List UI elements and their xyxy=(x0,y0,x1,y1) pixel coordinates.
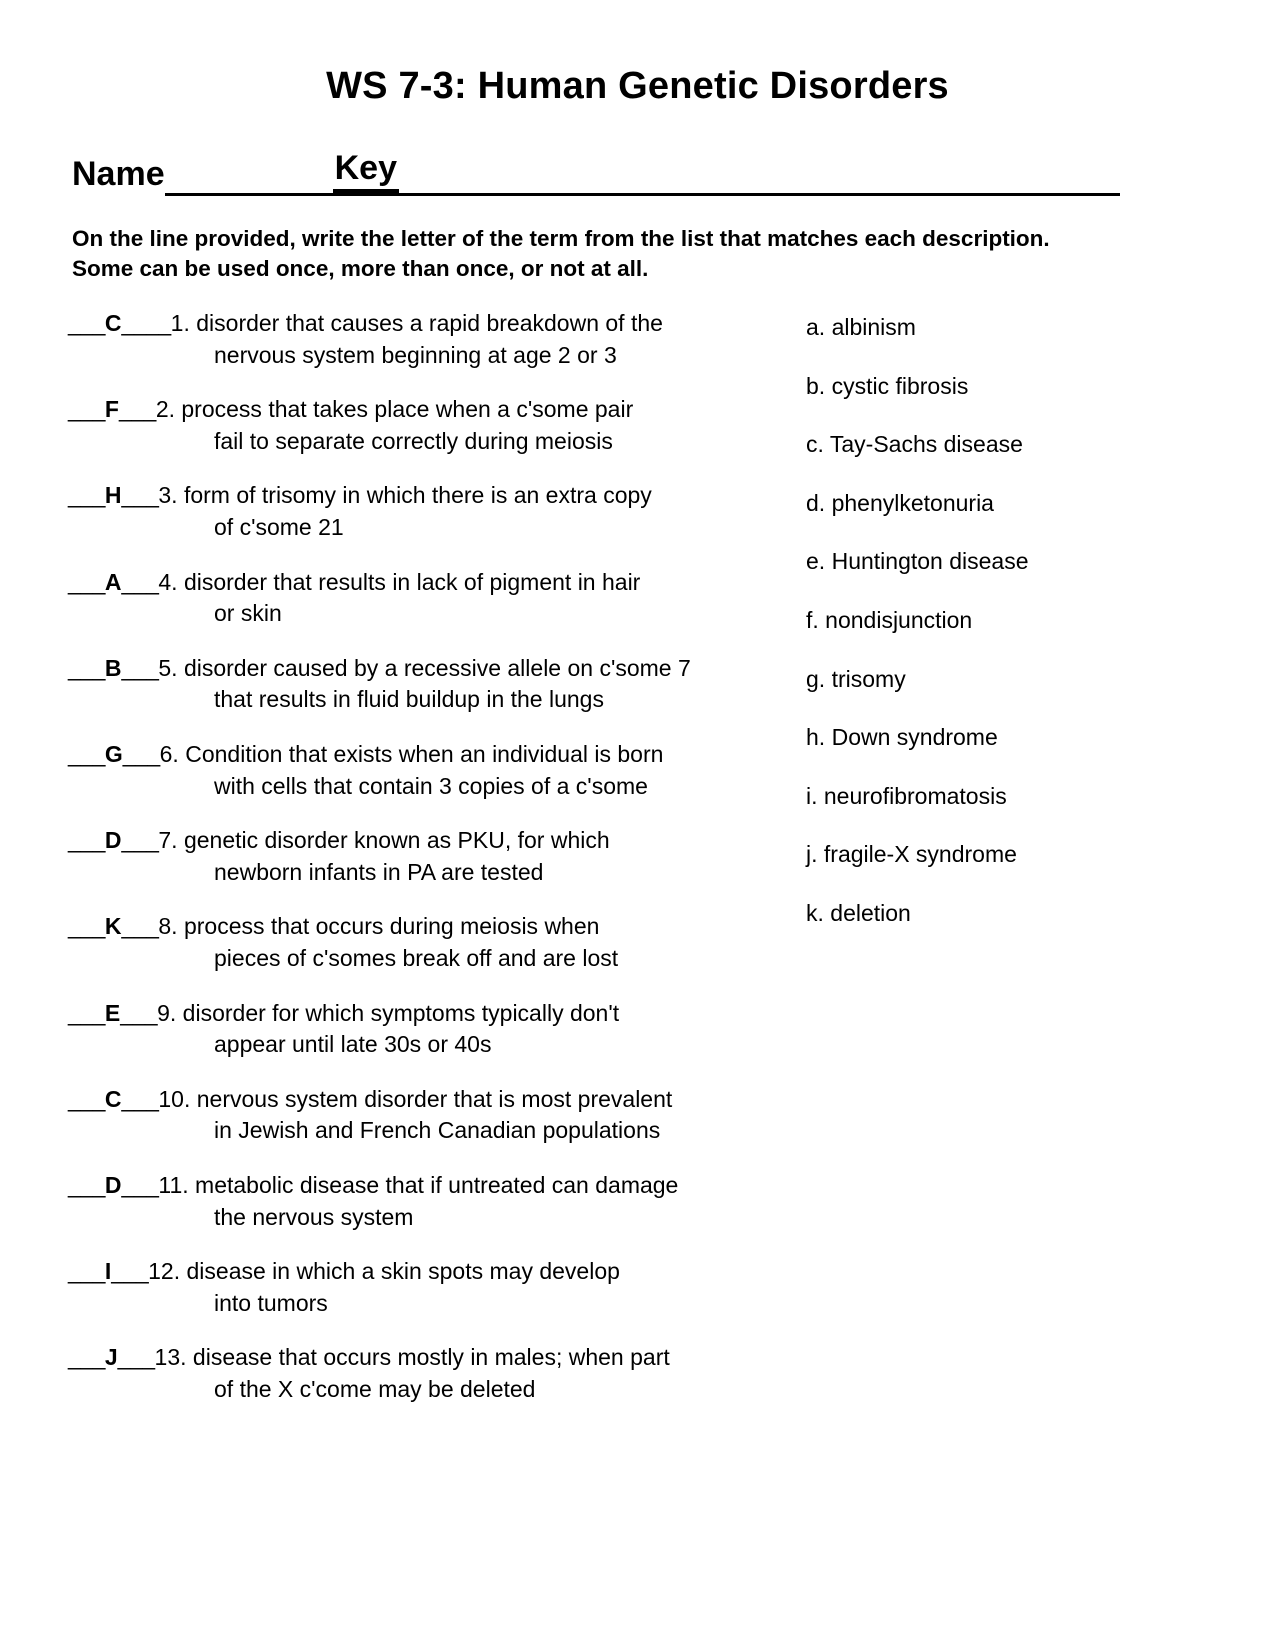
question-number: 4. xyxy=(158,568,178,595)
answer-blank-leading[interactable]: ___ xyxy=(68,568,105,595)
question-line-1 xyxy=(68,310,778,338)
term-list-item xyxy=(806,314,1225,342)
term-letter: c. xyxy=(806,431,824,458)
answer-blank-trailing[interactable]: ___ xyxy=(122,741,160,768)
question-item xyxy=(68,482,778,541)
term-label: Huntington disease xyxy=(831,548,1029,575)
term-label: nondisjunction xyxy=(825,607,973,634)
question-text-line-2: appear until late 30s or 40s xyxy=(214,1031,492,1058)
answer-blank-leading[interactable]: ___ xyxy=(68,654,105,681)
question-number: 10. xyxy=(158,1085,191,1112)
answer-letter: G xyxy=(104,741,123,768)
question-item xyxy=(68,1086,778,1145)
answer-blank-trailing[interactable]: ___ xyxy=(118,396,156,423)
question-text-line-1: disorder for which symptoms typically don't xyxy=(176,999,620,1026)
answer-blank-trailing[interactable]: ____ xyxy=(121,310,171,337)
question-number: 6. xyxy=(159,741,179,768)
answer-letter: J xyxy=(104,1344,118,1371)
answer-letter: A xyxy=(104,568,122,595)
term-letter: i. xyxy=(806,782,818,809)
question-number: 3. xyxy=(158,482,178,509)
name-value: Key xyxy=(333,147,399,193)
question-line-1 xyxy=(68,741,778,769)
answer-blank-trailing[interactable]: ___ xyxy=(121,654,159,681)
answer-blank-leading[interactable]: ___ xyxy=(68,1344,105,1371)
term-letter: d. xyxy=(806,489,826,516)
answer-blank-leading[interactable]: ___ xyxy=(68,1258,105,1285)
question-text-line-2: nervous system beginning at age 2 or 3 xyxy=(214,341,617,368)
answer-blank-trailing[interactable]: ___ xyxy=(121,827,159,854)
term-label: fragile-X syndrome xyxy=(823,841,1017,868)
question-number: 5. xyxy=(158,654,178,681)
term-letter: g. xyxy=(806,665,826,692)
question-number: 7. xyxy=(158,827,178,854)
answer-blank-leading[interactable]: ___ xyxy=(68,396,105,423)
answer-letter: C xyxy=(104,1085,122,1112)
question-text-line-1: Condition that exists when an individual is born xyxy=(178,741,664,768)
question-item xyxy=(68,913,778,972)
question-text-line-1: disorder caused by a recessive allele on c'some 7 xyxy=(177,654,691,681)
question-text-line-1: nervous system disorder that is most prevalent xyxy=(190,1085,673,1112)
question-line-1 xyxy=(68,396,778,424)
term-label: albinism xyxy=(831,314,916,341)
question-item xyxy=(68,827,778,886)
question-text-line-2: of the X c'come may be deleted xyxy=(214,1375,536,1402)
question-text-line-1: form of trisomy in which there is an extra copy xyxy=(177,482,652,509)
worksheet-body xyxy=(0,310,1275,1430)
question-line-1 xyxy=(68,482,778,510)
term-list-item xyxy=(806,666,1225,694)
term-letter: j. xyxy=(806,841,818,868)
answer-letter: D xyxy=(104,1171,122,1198)
term-list-item xyxy=(806,841,1225,869)
question-line-1 xyxy=(68,1344,778,1372)
question-text-line-2: newborn infants in PA are tested xyxy=(214,858,544,885)
question-item xyxy=(68,396,778,455)
answer-blank-leading[interactable]: ___ xyxy=(68,999,105,1026)
question-item xyxy=(68,310,778,369)
question-line-1 xyxy=(68,569,778,597)
answer-letter: C xyxy=(104,310,122,337)
answer-blank-leading[interactable]: ___ xyxy=(68,1085,105,1112)
terms-column xyxy=(778,310,1225,959)
question-line-1 xyxy=(68,1086,778,1114)
term-list-item xyxy=(806,373,1225,401)
answer-blank-trailing[interactable]: ___ xyxy=(111,1258,149,1285)
answer-blank-leading[interactable]: ___ xyxy=(68,482,105,509)
question-text-line-1: disease in which a skin spots may develop xyxy=(180,1258,620,1285)
questions-column xyxy=(68,310,778,1430)
question-text-line-1: process that occurs during meiosis when xyxy=(177,913,600,940)
term-label: deletion xyxy=(830,900,911,927)
answer-letter: K xyxy=(104,913,122,940)
term-letter: k. xyxy=(806,900,824,927)
question-number: 13. xyxy=(154,1344,187,1371)
instructions-line-2: Some can be used once, more than once, or not at all. xyxy=(72,255,649,281)
question-line-1 xyxy=(68,655,778,683)
answer-blank-leading[interactable]: ___ xyxy=(68,310,105,337)
question-item xyxy=(68,655,778,714)
instructions-line-1: On the line provided, write the letter of the term from the list that matches each description. xyxy=(72,225,1050,251)
question-text-line-2: or skin xyxy=(214,600,282,627)
question-line-1 xyxy=(68,1000,778,1028)
term-letter: f. xyxy=(806,607,819,634)
answer-letter: F xyxy=(104,396,119,423)
answer-blank-leading[interactable]: ___ xyxy=(68,827,105,854)
term-label: cystic fibrosis xyxy=(831,372,969,399)
question-line-1 xyxy=(68,1258,778,1286)
question-text-line-2: into tumors xyxy=(214,1289,328,1316)
question-number: 9. xyxy=(157,999,177,1026)
question-text-line-1: process that takes place when a c'some pair xyxy=(175,396,634,423)
term-list-item xyxy=(806,490,1225,518)
answer-blank-leading[interactable]: ___ xyxy=(68,913,105,940)
answer-letter: I xyxy=(104,1258,112,1285)
term-list-item xyxy=(806,607,1225,635)
question-text-line-2: with cells that contain 3 copies of a c'some xyxy=(214,772,648,799)
question-item xyxy=(68,1344,778,1403)
answer-letter: E xyxy=(104,999,121,1026)
question-item xyxy=(68,741,778,800)
name-input-line[interactable] xyxy=(165,148,1120,196)
question-number: 2. xyxy=(155,396,175,423)
answer-blank-trailing[interactable]: ___ xyxy=(121,568,159,595)
term-label: Down syndrome xyxy=(831,724,998,751)
question-line-1 xyxy=(68,827,778,855)
term-letter: b. xyxy=(806,372,826,399)
question-text-line-1: genetic disorder known as PKU, for which xyxy=(177,827,610,854)
answer-blank-trailing[interactable]: ___ xyxy=(117,1344,155,1371)
question-item xyxy=(68,569,778,628)
answer-blank-trailing[interactable]: ___ xyxy=(121,1171,159,1198)
term-list-item xyxy=(806,548,1225,576)
question-item xyxy=(68,1172,778,1231)
term-letter: e. xyxy=(806,548,826,575)
answer-blank-trailing[interactable]: ___ xyxy=(121,482,159,509)
instructions xyxy=(0,224,1275,284)
term-label: trisomy xyxy=(831,665,906,692)
question-text-line-1: disease that occurs mostly in males; when part xyxy=(186,1344,670,1371)
question-line-1 xyxy=(68,1172,778,1200)
term-label: Tay-Sachs disease xyxy=(829,431,1023,458)
answer-blank-trailing[interactable]: ___ xyxy=(121,913,159,940)
question-number: 12. xyxy=(148,1258,181,1285)
term-list-item xyxy=(806,431,1225,459)
name-field-row xyxy=(0,148,1275,198)
answer-letter: B xyxy=(104,654,122,681)
name-label: Name xyxy=(72,154,165,193)
question-line-1 xyxy=(68,913,778,941)
term-label: phenylketonuria xyxy=(831,489,994,516)
question-text-line-2: that results in fluid buildup in the lungs xyxy=(214,686,604,713)
answer-blank-leading[interactable]: ___ xyxy=(68,1171,105,1198)
answer-letter: D xyxy=(104,827,122,854)
term-letter: a. xyxy=(806,314,826,341)
question-number: 1. xyxy=(170,310,190,337)
question-text-line-2: the nervous system xyxy=(214,1203,414,1230)
question-text-line-1: metabolic disease that if untreated can damage xyxy=(188,1171,679,1198)
answer-blank-trailing[interactable]: ___ xyxy=(121,1085,159,1112)
question-text-line-2: pieces of c'somes break off and are lost xyxy=(214,944,619,971)
question-item xyxy=(68,1000,778,1059)
term-list-item xyxy=(806,783,1225,811)
question-number: 11. xyxy=(158,1171,189,1198)
question-text-line-2: in Jewish and French Canadian populations xyxy=(214,1117,661,1144)
term-letter: h. xyxy=(806,724,826,751)
question-text-line-1: disorder that causes a rapid breakdown of the xyxy=(189,310,663,337)
term-list-item xyxy=(806,900,1225,928)
question-item xyxy=(68,1258,778,1317)
answer-letter: H xyxy=(104,482,122,509)
question-text-line-2: of c'some 21 xyxy=(214,514,344,541)
page-title: WS 7-3: Human Genetic Disorders xyxy=(326,65,949,107)
answer-blank-leading[interactable]: ___ xyxy=(68,741,105,768)
question-number: 8. xyxy=(158,913,178,940)
term-list-item xyxy=(806,724,1225,752)
answer-blank-trailing[interactable]: ___ xyxy=(120,999,158,1026)
question-text-line-1: disorder that results in lack of pigment in hair xyxy=(177,568,641,595)
term-label: neurofibromatosis xyxy=(823,782,1007,809)
question-text-line-2: fail to separate correctly during meiosis xyxy=(214,427,613,454)
